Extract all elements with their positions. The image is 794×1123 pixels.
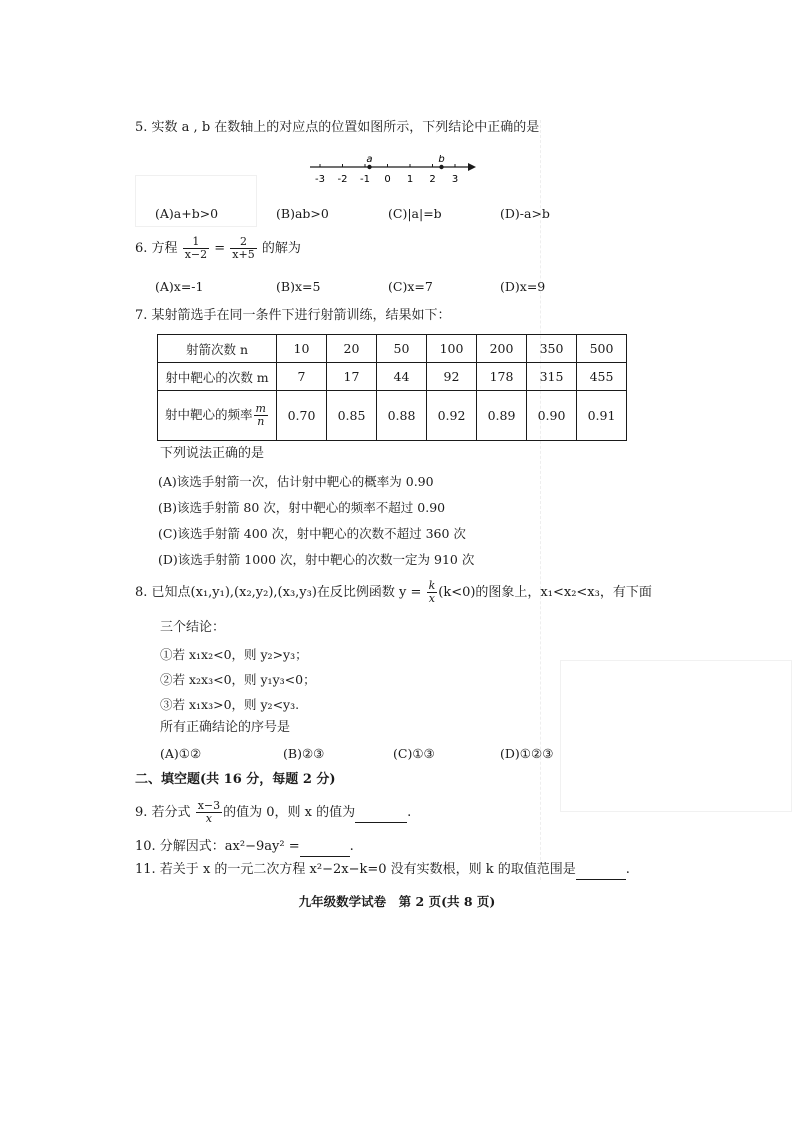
- q6-option-a: (A)x=-1: [155, 279, 204, 294]
- q5-number-line: [306, 155, 476, 190]
- q11-text: 11. 若关于 x 的一元二次方程 x²−2x−k=0 没有实数根，则 k 的取值范围是: [135, 862, 576, 877]
- q11-end: .: [625, 862, 630, 877]
- q6-equals: =: [214, 241, 226, 256]
- table-cell: 7: [277, 363, 327, 391]
- q6-prefix: 6. 方程: [135, 241, 178, 256]
- q8-option-d: (D)①②③: [500, 746, 554, 761]
- q6-fraction-left: [183, 236, 209, 261]
- q10-stem: [135, 838, 354, 857]
- number-line-tick-label: -2: [337, 174, 348, 185]
- q11-stem: [135, 861, 630, 880]
- point-b-label: b: [438, 155, 445, 165]
- table-cell: 10: [277, 335, 327, 363]
- q5-stem: 5. 实数 a , b 在数轴上的对应点的位置如图所示，下列结论中正确的是: [135, 120, 540, 135]
- q9-suffix: 的值为 0，则 x 的值为: [223, 805, 356, 820]
- bleed-through-table-right: [560, 660, 792, 812]
- q5-option-a: (A)a+b>0: [155, 206, 219, 221]
- number-line-tick-label: -1: [360, 174, 370, 185]
- section-2-title: 二、填空题(共 16 分，每题 2 分): [135, 772, 336, 787]
- q6-frac2-numerator: 2: [230, 236, 256, 249]
- table-cell: 178: [477, 363, 527, 391]
- q6-option-c: (C)x=7: [388, 279, 433, 294]
- table-row-m: [158, 363, 627, 391]
- point-b-dot: [439, 165, 443, 169]
- table-cell: 100: [427, 335, 477, 363]
- q8-conclusion-2: ②若 x₂x₃<0，则 y₁y₃<0；: [160, 672, 316, 687]
- table-row-frequency: [158, 391, 627, 441]
- q7-stem: 7. 某射箭选手在同一条件下进行射箭训练，结果如下：: [135, 308, 451, 323]
- q8-fraction: [427, 580, 438, 605]
- frequency-label-text: 射中靶心的频率: [165, 407, 253, 422]
- row-label-m: 射中靶心的次数 m: [158, 363, 277, 391]
- table-cell: 0.90: [527, 391, 577, 441]
- q6-option-d: (D)x=9: [500, 279, 546, 294]
- table-cell: 0.92: [427, 391, 477, 441]
- freq-frac-numerator: m: [255, 402, 266, 415]
- q9-frac-denominator: x: [205, 812, 212, 825]
- q7-option-d: (D)该选手射箭 1000 次，射中靶心的次数一定为 910 次: [158, 552, 475, 567]
- q8-option-c: (C)①③: [393, 746, 435, 761]
- q7-option-c: (C)该选手射箭 400 次，射中靶心的次数不超过 360 次: [158, 526, 466, 541]
- q8-frac-numerator: k: [428, 579, 436, 592]
- q6-stem: [135, 236, 301, 261]
- q6-fraction-right: [230, 236, 256, 261]
- q8-option-a: (A)①②: [160, 746, 202, 761]
- q8-conclusion-3: ③若 x₁x₃>0，则 y₂<y₃.: [160, 697, 300, 712]
- arrow-icon: [468, 163, 476, 171]
- q6-suffix: 的解为: [261, 241, 301, 256]
- q6-frac1-denominator: x−2: [184, 248, 208, 261]
- row-label-n: 射箭次数 n: [158, 335, 277, 363]
- table-cell: 0.89: [477, 391, 527, 441]
- q5-option-b: (B)ab>0: [276, 206, 329, 221]
- q8-stem-continued: 三个结论：: [160, 620, 226, 635]
- q9-prefix: 9. 若分式: [135, 805, 191, 820]
- table-row-n: [158, 335, 627, 363]
- table-cell: 50: [377, 335, 427, 363]
- table-cell: 500: [577, 335, 627, 363]
- q5-option-d: (D)-a>b: [500, 206, 550, 221]
- q5-option-c: (C)|a|=b: [388, 206, 442, 221]
- q7-option-b: (B)该选手射箭 80 次，射中靶心的频率不超过 0.90: [158, 500, 446, 515]
- table-cell: 315: [527, 363, 577, 391]
- q8-stem-part-b: (k<0)的图象上，x₁<x₂<x₃，有下面: [438, 585, 652, 600]
- table-cell: 20: [327, 335, 377, 363]
- number-line-tick-label: 3: [451, 174, 459, 185]
- q8-stem: [135, 580, 652, 605]
- q8-option-b: (B)②③: [283, 746, 325, 761]
- table-cell: 0.70: [277, 391, 327, 441]
- table-cell: 17: [327, 363, 377, 391]
- page-footer: 九年级数学试卷 第 2 页(共 8 页): [298, 894, 496, 909]
- q10-end: .: [349, 839, 354, 854]
- table-cell: 455: [577, 363, 627, 391]
- row-label-frequency: [158, 391, 277, 441]
- q8-stem-part-a: 8. 已知点(x₁,y₁),(x₂,y₂),(x₃,y₃)在反比例函数 y =: [135, 585, 422, 600]
- number-line-tick-label: 0: [384, 174, 391, 185]
- q9-fraction: [196, 800, 222, 825]
- q11-answer-blank[interactable]: [576, 861, 626, 880]
- q7-option-a: (A)该选手射箭一次，估计射中靶心的概率为 0.90: [158, 474, 434, 489]
- q8-conclusion-1: ①若 x₁x₂<0，则 y₂>y₃；: [160, 647, 308, 662]
- q9-frac-numerator: x−3: [197, 799, 221, 812]
- number-line-tick-label: -3: [315, 174, 325, 185]
- number-line-tick-label: 2: [429, 174, 436, 185]
- q8-frac-denominator: x: [428, 592, 436, 605]
- table-cell: 200: [477, 335, 527, 363]
- q10-answer-blank[interactable]: [300, 838, 350, 857]
- q9-end: .: [407, 805, 412, 820]
- q6-option-b: (B)x=5: [276, 279, 321, 294]
- table-cell: 0.88: [377, 391, 427, 441]
- q8-lead: 所有正确结论的序号是: [160, 720, 291, 735]
- q7-lead: 下列说法正确的是: [160, 446, 265, 461]
- point-a-dot: [367, 165, 371, 169]
- table-cell: 0.85: [327, 391, 377, 441]
- q10-text: 10. 分解因式：ax²−9ay² =: [135, 839, 300, 854]
- table-cell: 350: [527, 335, 577, 363]
- q7-results-table: [157, 334, 627, 441]
- freq-frac-denominator: n: [257, 415, 265, 428]
- q6-frac1-numerator: 1: [183, 236, 209, 249]
- table-cell: 0.91: [577, 391, 627, 441]
- q9-stem: [135, 800, 411, 825]
- frequency-fraction: [254, 403, 268, 428]
- table-cell: 92: [427, 363, 477, 391]
- table-cell: 44: [377, 363, 427, 391]
- q6-frac2-denominator: x+5: [232, 248, 255, 261]
- number-line-tick-label: 1: [406, 174, 414, 185]
- point-a-label: a: [366, 155, 373, 165]
- q9-answer-blank[interactable]: [355, 804, 407, 823]
